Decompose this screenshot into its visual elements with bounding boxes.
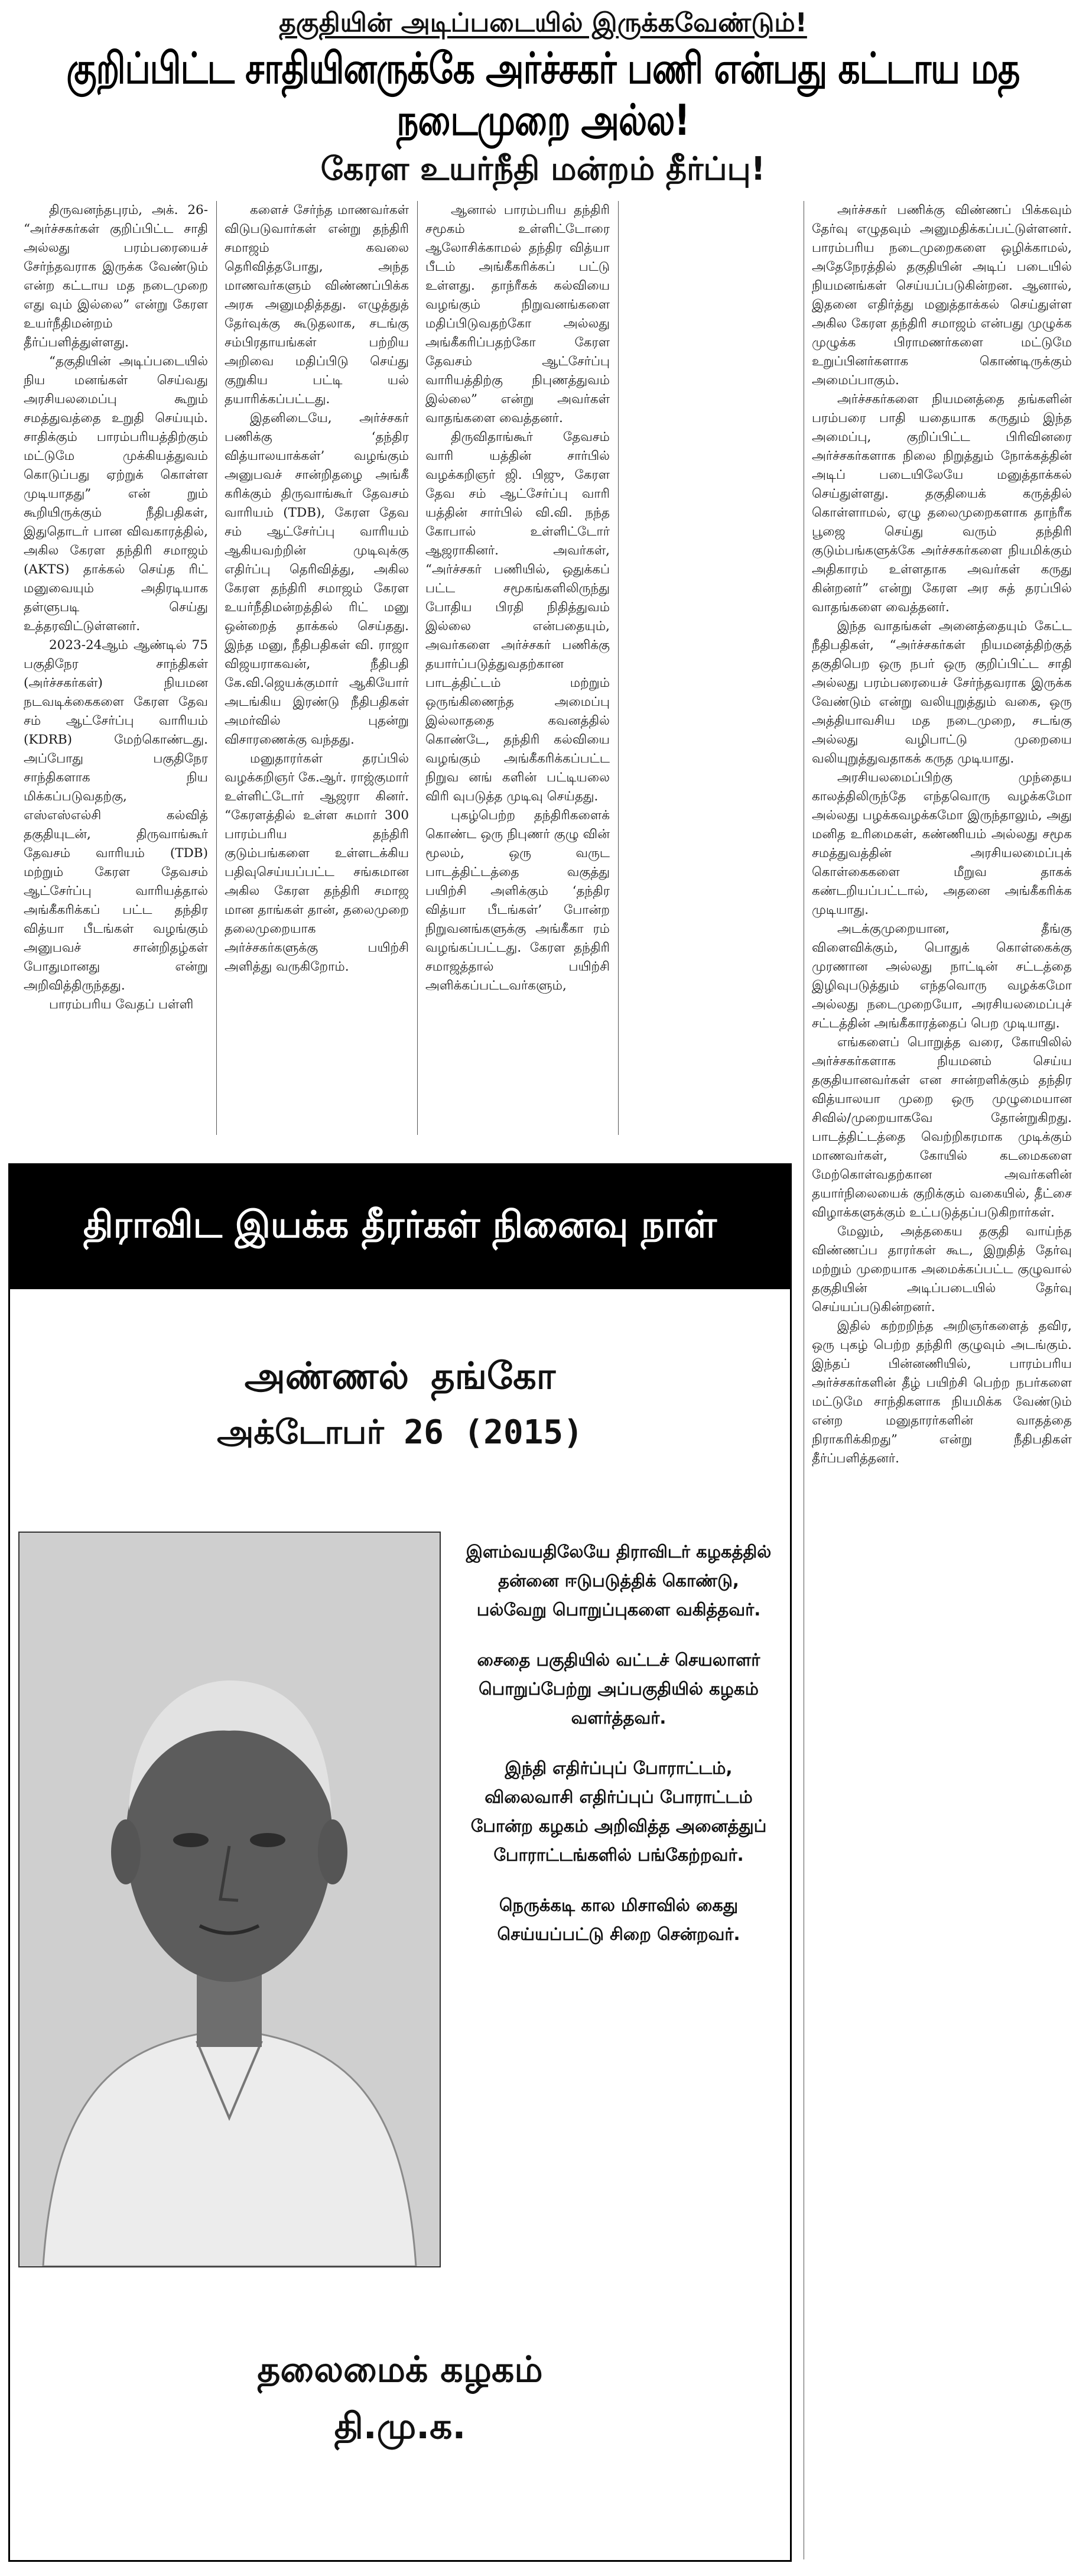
column-divider: [417, 201, 418, 1135]
paragraph: அரசியலமைப்பிற்கு முந்தைய காலத்திலிருந்தே எந்தவொரு வழக்கமோ அல்லது பழக்கவழக்கமோ இருந்தாலும், அது மனித உரிமைகள், கண்ணியம் அல்லது சமூக சமத்துவத்தின் அரசியலமைப்புக் கொள்கைகளை மீறுவ தாகக் கண்டறியப்பட்டால், அதனை அங்கீகரிக்க முடியாது.: [812, 770, 1072, 917]
paragraph: திருவிதாங்கூர் தேவசம் வாரி யத்தின் சார்பில் வழக்கறிஞர் ஜி. பிஜு, கேரள தேவ சம் ஆட்சேர்ப்பு வாரி யத்தின் சார்பில் வி.வி. நந்த கோபால் உள்ளிட்டோர் ஆஜராகினர். அவர்கள், “அர்ச்சகர் பணியில், ஒதுக்கப் பட்ட சமூகங்களிலிருந்து போதிய பிரதி நிதித்துவம் இல்லை என்பதையும், அவர்களை அர்ச்சகர் பணிக்கு தயார்ப்படுத்துவதற்கான பாடத்திட்டம் மற்றும் ஒருங்கிணைந்த அமைப்பு இல்லாததை கவனத்தில் கொண்டே, தந்திரி கல்வியை வழங்கும் அங்கீகரிக்கப்பட்ட நிறுவ னங் களின் பட்டியலை விரி வுபடுத்த முடிவு செய்தது.: [425, 430, 610, 804]
article-kicker: [0, 6, 1086, 40]
memorial-notice: [8, 1163, 792, 2562]
paragraph: எங்களைப் பொறுத்த வரை, கோயிலில் அர்ச்சகர்களாக நியமனம் செய்ய தகுதியானவர்கள் என சான்றளிக்கும் தந்திர வித்யாலயா முறை ஒரு முழுமையான சிவில்/முறையாகவே தோன்றுகிறது. பாடத்திட்டத்தை வெற்றிகரமாக முடிக்கும் மாணவர்கள், கோயில் கடமைகளை மேற்கொள்வதற்கான அவர்களின் தயார்நிலையைக் குறிக்கும் வகையில், தீட்சை விழாக்களுக்கும் உட்படுத்தப்படுகிறார்கள்.: [812, 1035, 1072, 1220]
article-column-3: [425, 201, 610, 1135]
paragraph: அர்ச்சகர்களை நியமனத்தை தங்களின் பரம்பரை பாதி யதையாக கருதும் இந்த அமைப்பு, குறிப்பிட்ட பிரிவினரை அர்ச்சகர்களாக நிலை நிறுத்தும் நோக்கத்தின் அடிப் படையிலேயே மனுத்தாக்கல் செய்துள்ளது. தகுதியைக் கருத்தில் கொள்ளாமல், ஏழு தலைமுறைகளாக தாந்ரீக பூஜை செய்து வரும் தந்திரி குடும்பங்களுக்கே அர்ச்சகர்களை நியமிக்கும் அதிகாரம் உள்ளதாக அவர்கள் கருது கின்றனர்” என்று கேரள அர சுத் தரப்பில் வாதங்களை வைத்தனர்.: [812, 392, 1072, 615]
article-column-4: [812, 201, 1072, 2565]
bio-paragraph: சைதை பகுதியில் வட்டச் செயலாளர் பொறுப்பேற்று அப்பகுதியில் கழகம் வளர்த்தவர்.: [477, 1650, 760, 1728]
article-headline: குறிப்பிட்ட சாதியினருக்கே அர்ச்சகர் பணி என்பது கட்டாய மத நடைமுறை அல்ல!: [66, 43, 1020, 145]
article-column-1: [24, 201, 208, 1135]
bio-paragraph: நெருக்கடி கால மிசாவில் கைது செய்யப்பட்டு சிறை சென்றவர்.: [497, 1895, 740, 1944]
paragraph: பாரம்பரிய வேதப் பள்ளி: [49, 997, 194, 1012]
paragraph: இதனிடையே, அர்ச்சகர் பணிக்கு ‘தந்திர வித்யாலயாக்கள்’ வழங்கும் அனுபவச் சான்றிதழை அங்கீ கரிக்கும் திருவாங்கூர் தேவசம் வாரியம் (TDB), கேரள தேவ சம் ஆட்சேர்ப்பு வாரியம் ஆகியவற்றின் முடிவுக்கு எதிர்ப்பு தெரிவித்து, அகில கேரள தந்திரி சமாஜம் கேரள உயர்நீதிமன்றத்தில் ரிட் மனு ஒன்றைத் தாக்கல் செய்தது. இந்த மனு, நீதிபதிகள் வி. ராஜா விஜயராகவன், நீதிபதி கே.வி.ஜெயக்குமார் ஆகியோர் அடங்கிய இரண்டு நீதிபதிகள் அமர்வில் புதன்று விசாரணைக்கு வந்தது.: [225, 411, 409, 747]
article-column-2: [225, 201, 409, 1135]
paragraph: புகழ்பெற்ற தந்திரிகளைக் கொண்ட ஒரு நிபுணர் குழு வின் மூலம், ஒரு வருட பாடத்திட்டத்தை வகுத்து பயிற்சி அளிக்கும் ‘தந்திர வித்யா பீடங்கள்’ போன்ற நிறுவனங்களுக்கு அங்கீகா ரம் வழங்கப்பட்டது. கேரள தந்திரி சமாஜத்தால் பயிற்சி அளிக்கப்பட்டவர்களும்,: [425, 808, 610, 993]
paragraph: இந்த வாதங்கள் அனைத்தையும் கேட்ட நீதிபதிகள், “அர்ச்சகர்கள் நியமனத்திற்குத் தகுதிபெற ஒரு நபர் ஒரு குறிப்பிட்ட சாதி அல்லது பரம்பரையைச் சேர்ந்தவராக இருக்க வேண்டும் என்று வலியுறுத்தும் வகை, ஒரு அத்தியாவசிய மத நடைமுறை, சடங்கு அல்லது வழிபாட்டு முறையை வலியுறுத்துவதாகக் கருத முடியாது.: [812, 619, 1072, 766]
bio-paragraph: இளம்வயதிலேயே திராவிடர் கழகத்தில் தன்னை ஈடுபடுத்திக் கொண்டு, பல்வேறு பொறுப்புகளை வகித்தவர்.: [466, 1542, 772, 1620]
kicker-text: தகுதியின் அடிப்படையில் இருக்கவேண்டும்!: [279, 8, 807, 38]
signature-line-1: தலைமைக் கழகம்: [257, 2349, 543, 2390]
paragraph: இதில் கற்றறிந்த அறிஞர்களைத் தவிர, ஒரு புகழ் பெற்ற தந்திரி குழுவும் அடங்கும். இந்தப் பின்னணியில், பாரம்பரிய அர்ச்சகர்களின் தீழ் பயிற்சி பெற்ற நபர்களை மட்டுமே சாந்திகளாக நியமிக்க வேண்டும் என்ற மனுதாரர்களின் வாதத்தை நிராகரிக்கிறது” என்று நீதிபதிகள் தீர்ப்பளித்தனர்.: [812, 1319, 1072, 1466]
paragraph: களைச் சேர்ந்த மாணவர்கள் விடுபடுவார்கள் என்று தந்திரி சமாஜம் கவலை தெரிவித்தபோது, அந்த மாணவர்களும் விண்ணப்பிக்க அரசு அனுமதித்தது. எழுத்துத் தேர்வுக்கு கூடுதலாக, சடங்கு சம்பிரதாயங்கள் பற்றிய அறிவை மதிப்பிடு செய்து குறுகிய பட்டி யல் தயாரிக்கப்பட்டது.: [225, 203, 409, 407]
article-subhead: கேரள உயர்நீதி மன்றம் தீர்ப்பு!: [320, 150, 766, 187]
paragraph: மேலும், அத்தகைய தகுதி வாய்ந்த விண்ணப்ப தாரர்கள் கூட, இறுதித் தேர்வு மற்றும் முறையாக அமைக்கப்பட்ட குழுவால் தகுதியின் அடிப்படையில் தேர்வு செய்யப்படுகின்றனர்.: [812, 1224, 1072, 1315]
memorial-banner: திராவிட இயக்க தீரர்கள் நினைவு நாள்: [10, 1165, 790, 1289]
memorial-date: அக்டோபர் 26 (2015): [217, 1413, 583, 1452]
paragraph: அர்ச்சகர் பணிக்கு விண்ணப் பிக்கவும் தேர்வு எழுதவும் அனுமதிக்கப்பட்டுள்ளனர். பாரம்பரிய நடைமுறைகளை ஒழிக்காமல், அதேநேரத்தில் தகுதியின் அடிப் படையில் நியமனங்கள் செய்யப்படுகின்றன. ஆனால், இதனை எதிர்த்து மனுத்தாக்கல் செய்துள்ள அகில கேரள தந்திரி சமாஜம் என்பது முழுக்க முழுக்க பிராமணர்களை மட்டுமே உறுப்பினர்களாக கொண்டிருக்கும் அமைப்பாகும்.: [812, 203, 1072, 388]
signature-line-2: தி.மு.க.: [334, 2406, 466, 2447]
paragraph: மனுதாரர்கள் தரப்பில் வழக்கறிஞர் கே.ஆர். ராஜ்குமார் உள்ளிட்டோர் ஆஜரா கினர். “கேரளத்தில் உள்ள சுமார் 300 பாரம்பரிய தந்திரி குடும்பங்களை உள்ளடக்கிய பதிவுசெய்யப்பட்ட சங்கமான அகில கேரள தந்திரி சமாஜ மான தாங்கள் தான், தலைமுறை தலைமுறையாக அர்ச்சகர்களுக்கு பயிற்சி அளித்து வருகிறோம்.: [225, 751, 409, 974]
memorial-name: அண்ணல் தங்கோ: [244, 1354, 556, 1397]
paragraph: “தகுதியின் அடிப்படையில் நிய மனங்கள் செய்வது அரசியலமைப்பு கூறும் சமத்துவத்தை உறுதி செய்யும். சாதிக்கும் பாரம்பரியத்திற்கும் மட்டுமே முக்கியத்துவம் கொடுப்பது ஏற்றுக் கொள்ள முடியாதது” என் றும் கூறியிருக்கும் நீதிபதிகள், இதுதொடர் பான விவகாரத்தில், அகில கேரள தந்திரி சமாஜம் (AKTS) தாக்கல் செய்த ரிட் மனுவையும் அதிரடியாக தள்ளுபடி செய்து உத்தரவிட்டுள்ளனர்.: [24, 354, 208, 634]
portrait-illustration: [19, 1533, 440, 2266]
paragraph: அடக்குமுறையான, தீங்கு விளைவிக்கும், பொதுக் கொள்கைக்கு முரணான அல்லது நாட்டின் சட்டத்தை இழிவுபடுத்தும் எந்தவொரு வழக்கமோ அல்லது நடைமுறையோ, அரசியலமைப்புச் சட்டத்தின் அங்கீகாரத்தைப் பெற முடியாது.: [812, 922, 1072, 1031]
memorial-signature: [10, 2341, 790, 2455]
portrait-photo: [18, 1532, 441, 2267]
paragraph: ஆனால் பாரம்பரிய தந்திரி சமூகம் உள்ளிட்டோரை ஆலோசிக்காமல் தந்திர வித்யா பீடம் அங்கீகரிக்கப் பட்டு உள்ளது. தாந்ரீகக் கல்வியை வழங்கும் நிறுவனங்களை மதிப்பிடுவதற்கோ அல்லது அங்கீகரிப்பதற்கோ கேரள தேவசம் ஆட்சேர்ப்பு வாரியத்திற்கு நிபுணத்துவம் இல்லை” என்று அவர்கள் வாதங்களை வைத்தனர்.: [425, 203, 610, 426]
column-divider: [618, 201, 619, 1135]
column-divider: [216, 201, 217, 1135]
paragraph: திருவனந்தபுரம், அக். 26- “அர்ச்சகர்கள் குறிப்பிட்ட சாதி அல்லது பரம்பரையைச் சேர்ந்தவராக இருக்க வேண்டும் என்ற கட்டாய மத நடைமுறை எது வும் இல்லை” என்று கேரள உயர்நீதிமன்றம் தீர்ப்பளித்துள்ளது.: [24, 203, 208, 350]
memorial-bio: [465, 1537, 772, 1970]
paragraph: 2023-24ஆம் ஆண்டில் 75 பகுதிநேர சாந்திகள் (அர்ச்சகர்கள்) நியமன நடவடிக்கைகளை கேரள தேவ சம் ஆட்சேர்ப்பு வாரியம் (KDRB) மேற்கொண்டது. அப்போது பகுதிநேர சாந்திகளாக நிய மிக்கப்படுவதற்கு, எஸ்எஸ்எல்சி கல்வித் தகுதியுடன், திருவாங்கூர் தேவசம் வாரியம் (TDB) மற்றும் கேரள தேவசம் ஆட்சேர்ப்பு வாரியத்தால் அங்கீகரிக்கப் பட்ட தந்திர வித்யா பீடங்கள் வழங்கும் அனுபவச் சான்றிதழ்கள் போதுமானது என்று அறிவித்திருந்தது.: [24, 638, 208, 993]
bio-paragraph: இந்தி எதிர்ப்புப் போராட்டம், விலைவாசி எதிர்ப்புப் போராட்டம் போன்ற கழகம் அறிவித்த அனைத்துப் போராட்டங்களில் பங்கேற்றவர்.: [470, 1758, 767, 1865]
